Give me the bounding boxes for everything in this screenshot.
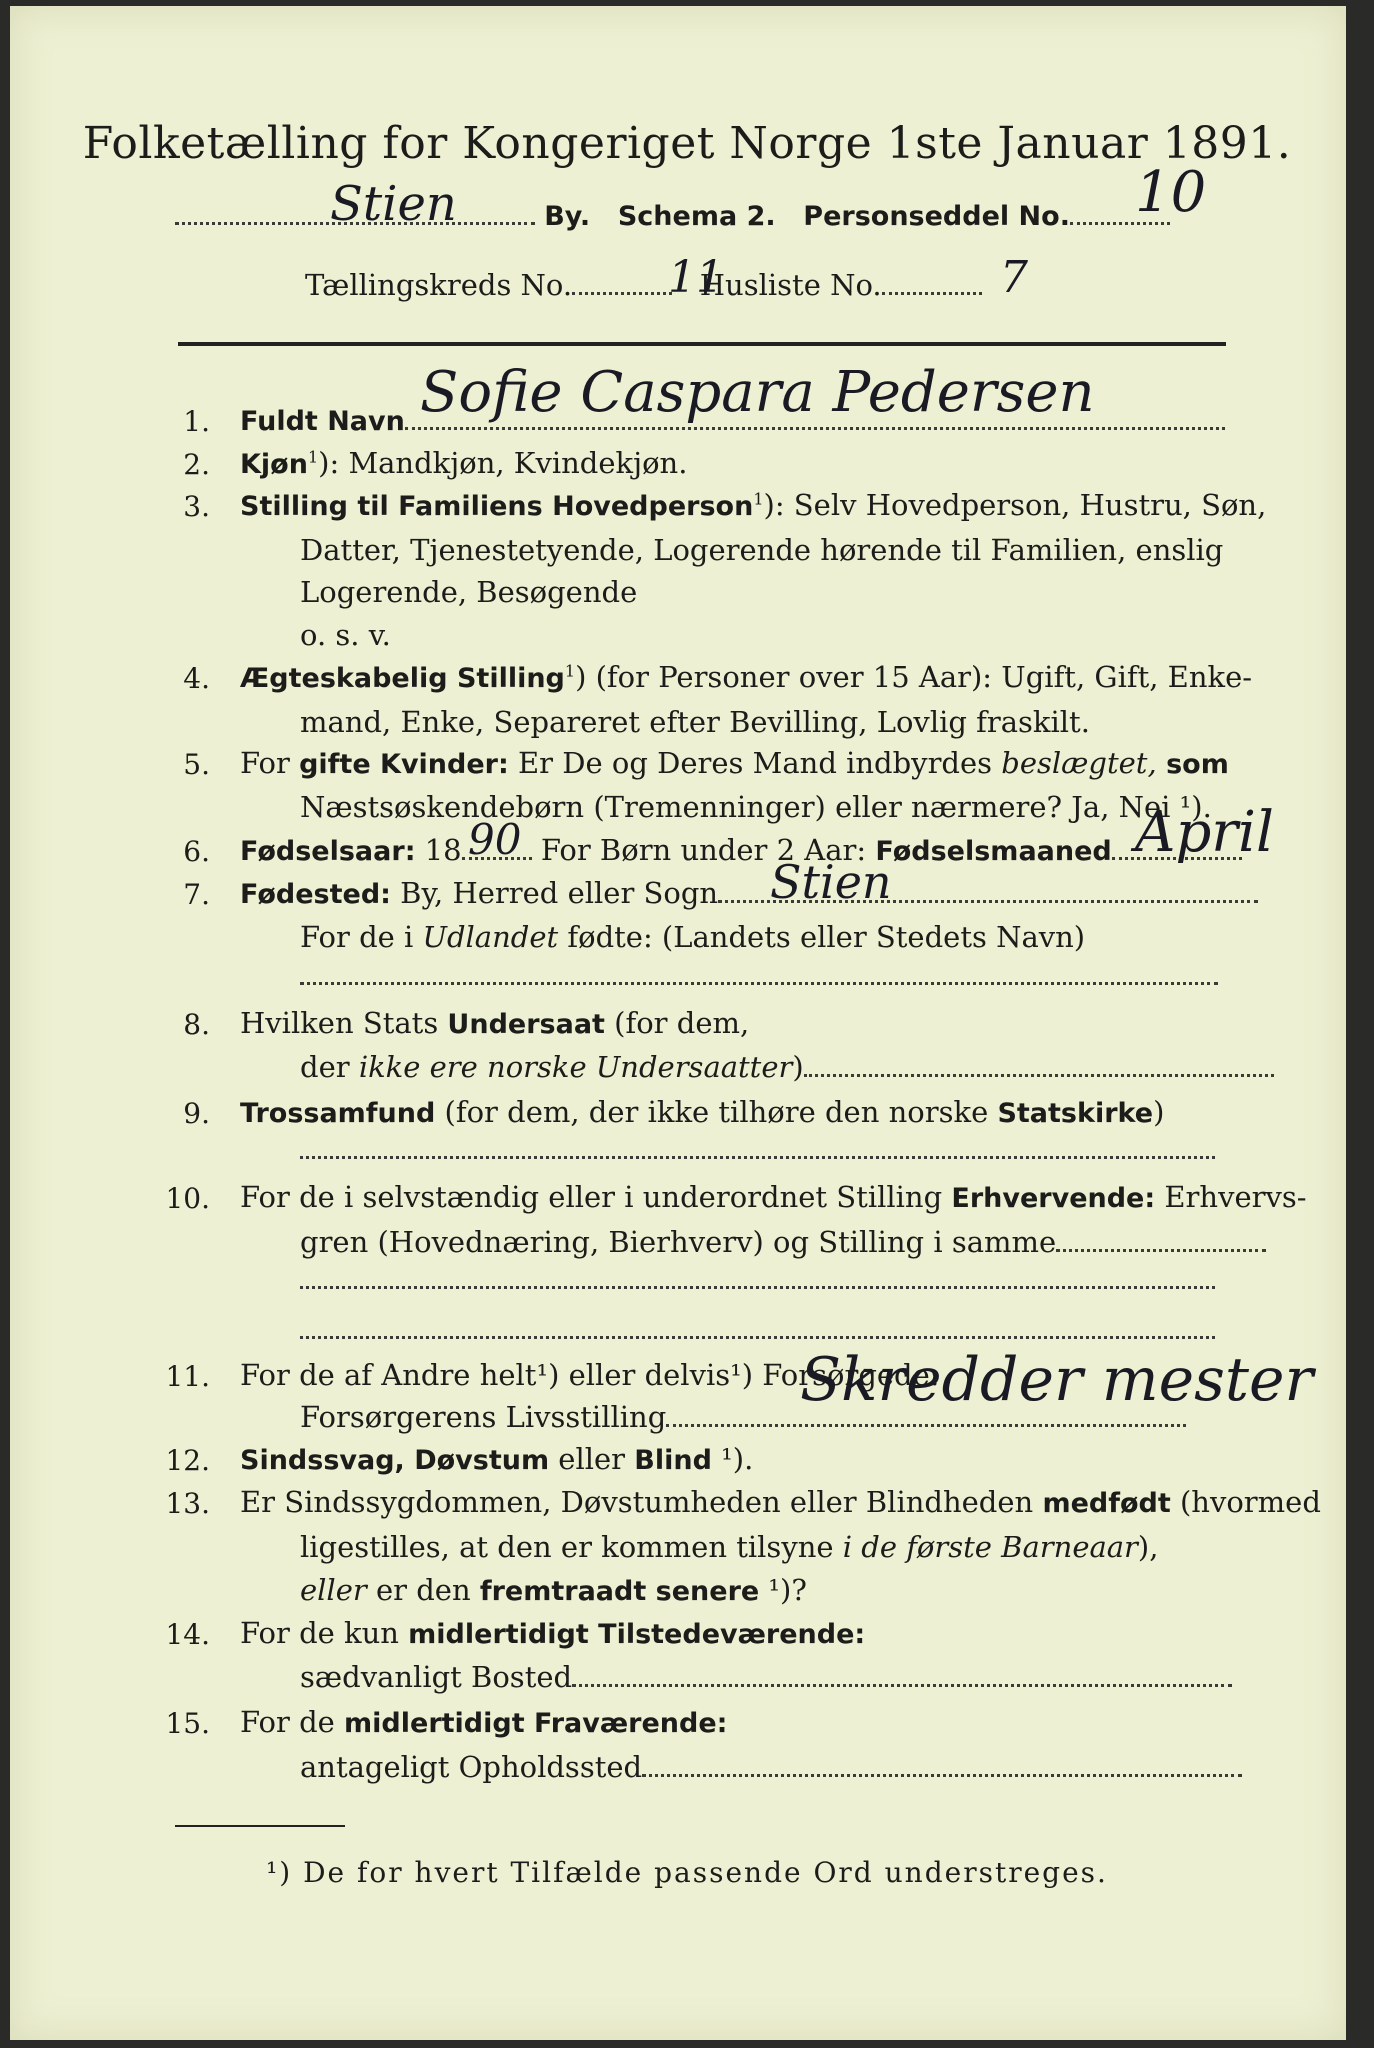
footnote: ¹) De for hvert Tilfælde passende Ord understreges.	[266, 1856, 1108, 1889]
item-number: 14.	[165, 1618, 210, 1651]
item-9-blank	[300, 1132, 1215, 1166]
item-7-line2: For de i Udlandet fødte: (Landets eller Stedets Navn)	[300, 920, 1086, 954]
item-number: 13.	[165, 1487, 210, 1520]
item-6-line: Fødselsaar: 18 For Børn under 2 Aar: Fødselsmaaned	[240, 833, 1242, 867]
header-kreds-line	[305, 268, 982, 302]
by-label: By.	[544, 201, 591, 232]
item-number: 1.	[183, 405, 210, 438]
husliste-number: 7	[1000, 252, 1028, 303]
item-number: 6.	[183, 835, 210, 868]
tilstedevaerende-label: midlertidigt Tilstedeværende:	[408, 1619, 866, 1650]
item-number: 8.	[183, 1008, 210, 1041]
item-4-line2: mand, Enke, Separeret efter Bevilling, Lovlig fraskilt.	[300, 705, 1090, 739]
kjon-label: Kjøn	[240, 449, 308, 480]
full-name-value: Sofie Caspara Pedersen	[420, 360, 1095, 425]
taellingskreds-number: 11	[668, 252, 724, 303]
item-10-line: For de i selvstændig eller i underordnet Stilling Erhvervende: Erhvervs-	[240, 1180, 1307, 1214]
personseddel-label: Personseddel No.	[803, 201, 1070, 232]
item-number: 10.	[165, 1182, 210, 1215]
item-number: 11.	[165, 1360, 210, 1393]
item-10-line2: gren (Hovednæring, Bierhverv) og Stilling i samme	[300, 1225, 1266, 1259]
item-15-line: For de midlertidigt Fraværende:	[240, 1705, 728, 1739]
item-13-line2: ligestilles, at den er kommen tilsyne i de første Barneaar),	[300, 1530, 1159, 1564]
item-number: 15.	[165, 1707, 210, 1740]
item-number: 3.	[183, 490, 210, 523]
item-7-line: Fødested: By, Herred eller Sogn	[240, 876, 1258, 910]
item-13-line3: eller er den fremtraadt senere ¹)?	[300, 1573, 807, 1607]
item-3-line3: Logerende, Besøgende	[300, 575, 638, 609]
item-7-blank	[300, 958, 1218, 992]
item-11-line2: Forsørgerens Livsstilling	[300, 1400, 1186, 1434]
item-3-line: Stilling til Familiens Hovedperson$^1$): Selv Hovedperson, Hustru, Søn,	[240, 488, 1267, 522]
trossamfund-label: Trossamfund	[240, 1098, 436, 1129]
item-11-line: For de af Andre helt¹) eller delvis¹) Forsørgede:	[240, 1358, 940, 1392]
item-10-blank2	[300, 1312, 1215, 1346]
item-number: 12.	[165, 1444, 210, 1477]
item-3-line4: o. s. v.	[300, 618, 391, 652]
item-13-line: Er Sindssygdommen, Døvstumheden eller Blindheden medfødt (hvormed	[240, 1485, 1321, 1519]
fodselsmaaned-label: Fødselsmaaned	[875, 836, 1112, 867]
fodested-label: Fødested:	[240, 879, 391, 910]
birth-month-value: April	[1135, 800, 1274, 865]
erhvervende-label: Erhvervende:	[951, 1183, 1156, 1214]
item-8-line2: der ikke ere norske Undersaatter)	[300, 1050, 1274, 1084]
sindssvag-label: Sindssvag, Døvstum	[240, 1445, 550, 1476]
taellingskreds-label: Tællingskreds No.	[305, 268, 573, 302]
item-15-line2: antageligt Opholdssted	[300, 1750, 1242, 1784]
item-12-line: Sindssvag, Døvstum eller Blind ¹).	[240, 1442, 754, 1476]
item-number: 9.	[183, 1097, 210, 1130]
item-9-line: Trossamfund (for dem, der ikke tilhøre den norske Statskirke)	[240, 1095, 1165, 1129]
item-number: 5.	[183, 748, 210, 781]
aegteskabelig-label: Ægteskabelig Stilling	[240, 663, 565, 694]
item-2-line: Kjøn$^1$): Mandkjøn, Kvindekjøn.	[240, 446, 688, 480]
stilling-label: Stilling til Familiens Hovedperson	[240, 491, 754, 522]
item-3-line2: Datter, Tjenestetyende, Logerende hørende til Familien, enslig	[300, 533, 1224, 567]
fravaerende-label: midlertidigt Fraværende:	[344, 1708, 728, 1739]
item-number: 2.	[183, 448, 210, 481]
birthplace-value: Stien	[770, 855, 892, 909]
city-handwritten: Stien	[330, 176, 457, 232]
header-divider	[178, 342, 1226, 346]
item-5-line: For gifte Kvinder: Er De og Deres Mand indbyrdes beslægtet, som	[240, 746, 1229, 780]
medfodt-label: medfødt	[1042, 1488, 1171, 1519]
schema-label: Schema 2.	[617, 201, 776, 232]
birth-year-value: 90	[468, 815, 522, 864]
form-title: Folketælling for Kongeriget Norge 1ste Januar 1891.	[82, 118, 1292, 169]
footnote-rule	[175, 1825, 345, 1827]
item-5-line2: Næstsøskendebørn (Tremenninger) eller nærmere? Ja, Nei ¹).	[300, 790, 1212, 824]
item-10-blank	[300, 1262, 1215, 1296]
fodselsaar-label: Fødselsaar:	[240, 836, 416, 867]
fuldt-navn-label: Fuldt Navn	[240, 406, 405, 437]
provider-occupation-value: Skredder mester	[800, 1345, 1314, 1415]
undersaat-label: Undersaat	[447, 1009, 605, 1040]
personseddel-number: 10	[1135, 160, 1207, 225]
gifte-kvinder-label: gifte Kvinder:	[299, 749, 509, 780]
item-14-line: For de kun midlertidigt Tilstedeværende:	[240, 1616, 866, 1650]
item-number: 7.	[183, 878, 210, 911]
item-number: 4.	[183, 662, 210, 695]
item-14-line2: sædvanligt Bosted	[300, 1660, 1232, 1694]
item-4-line: Ægteskabelig Stilling$^1$) (for Personer over 15 Aar): Ugift, Gift, Enke-	[240, 660, 1253, 694]
husliste-label: Husliste No.	[699, 268, 882, 302]
item-8-line: Hvilken Stats Undersaat (for dem,	[240, 1006, 750, 1040]
